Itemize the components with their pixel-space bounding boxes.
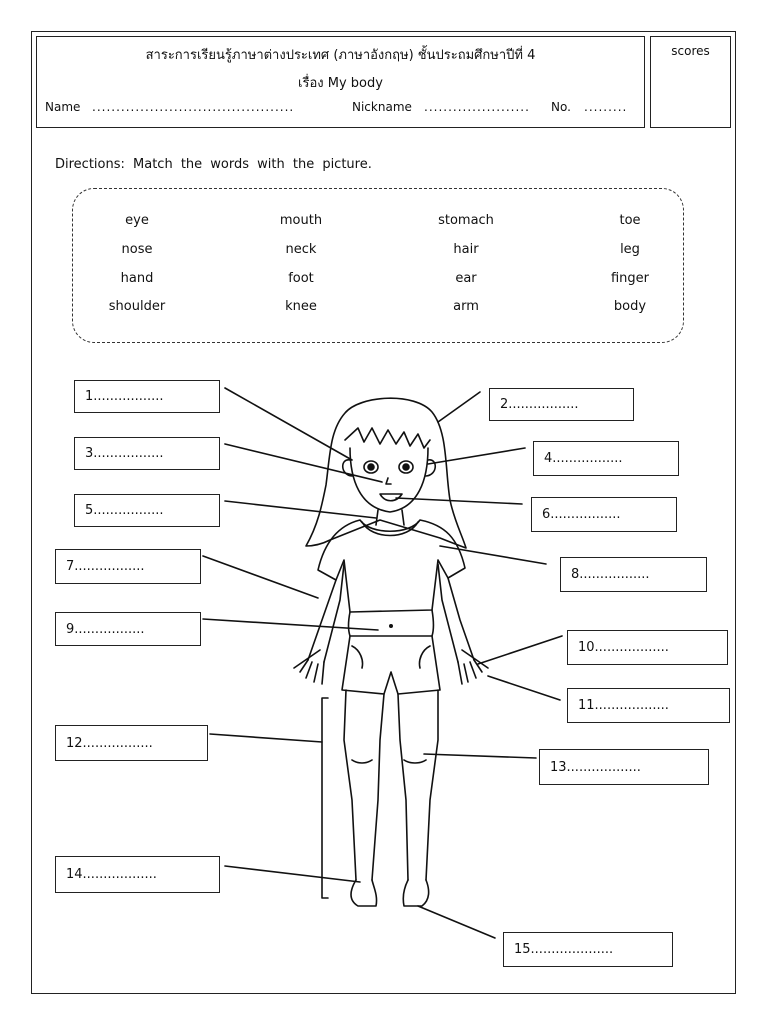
answer-box-13[interactable]: 13.................. <box>539 749 709 785</box>
answer-box-15[interactable]: 15.................... <box>503 932 673 967</box>
foot <box>403 880 428 906</box>
name-field[interactable]: .......................................... <box>92 100 295 114</box>
answer-box-9[interactable]: 9................. <box>55 612 201 646</box>
connector-line <box>488 676 560 700</box>
answer-box-14[interactable]: 14.................. <box>55 856 220 893</box>
connector-line <box>396 498 522 504</box>
nickname-label: Nickname <box>352 100 412 114</box>
answer-box-4[interactable]: 4................. <box>533 441 679 476</box>
nickname-field[interactable]: ...................... <box>424 100 530 114</box>
connector-line <box>203 556 318 598</box>
stomach <box>349 610 434 636</box>
belly-button <box>390 625 392 627</box>
answer-box-1[interactable]: 1................. <box>74 380 220 413</box>
word-bank-item: stomach <box>438 213 494 228</box>
connector-line <box>418 906 495 938</box>
word-bank-item: arm <box>453 299 479 314</box>
connector-line <box>210 734 322 742</box>
answer-box-8[interactable]: 8................. <box>560 557 707 592</box>
word-bank-item: body <box>613 299 647 314</box>
body-bracket <box>322 698 328 898</box>
connector-line <box>225 866 360 882</box>
arm <box>438 564 474 662</box>
scores-label: scores <box>671 44 710 58</box>
word-bank-item: finger <box>610 271 650 286</box>
connector-line <box>440 546 546 564</box>
shorts <box>342 636 440 694</box>
name-label: Name <box>45 100 81 114</box>
word-bank-item: eye <box>125 213 149 228</box>
connector-line <box>225 444 382 482</box>
connector-line <box>438 392 480 422</box>
connector-line <box>225 501 376 518</box>
connector-line <box>428 448 525 464</box>
word-bank-item: mouth <box>279 213 323 228</box>
arm <box>308 564 344 662</box>
answer-box-5[interactable]: 5................. <box>74 494 220 527</box>
face <box>350 448 428 512</box>
answer-box-2[interactable]: 2................. <box>489 388 634 421</box>
answer-box-3[interactable]: 3................. <box>74 437 220 470</box>
leg <box>398 690 438 880</box>
connector-line <box>478 636 562 664</box>
subject-title: สาระการเรียนรู้ภาษาต่างประเทศ (ภาษาอังกฤษ) ชั้นประถมศึกษาปีที่ 4 <box>145 48 536 63</box>
connector-line <box>203 619 378 630</box>
word-bank-item: shoulder <box>108 299 166 314</box>
hair <box>306 398 466 548</box>
word-bank-item: knee <box>285 299 317 314</box>
leg <box>344 690 384 880</box>
word-bank-item: toe <box>619 213 641 228</box>
answer-box-12[interactable]: 12................. <box>55 725 208 761</box>
word-bank-item: hand <box>120 271 154 286</box>
foot <box>351 880 377 906</box>
number-label: No. <box>551 100 571 114</box>
hair-bangs <box>345 428 430 448</box>
topic-title: เรื่อง My body <box>298 76 383 91</box>
answer-box-7[interactable]: 7................. <box>55 549 201 584</box>
word-bank-item: leg <box>620 242 640 257</box>
word-bank-item: foot <box>288 271 314 286</box>
word-bank-item: neck <box>285 242 317 257</box>
word-bank-item: hair <box>453 242 479 257</box>
answer-box-10[interactable]: 10.................. <box>567 630 728 665</box>
word-bank-item: nose <box>121 242 153 257</box>
word-bank-item: ear <box>455 271 477 286</box>
answer-box-11[interactable]: 11.................. <box>567 688 730 723</box>
answer-box-6[interactable]: 6................. <box>531 497 677 532</box>
connector-line <box>424 754 536 758</box>
number-field[interactable]: ......... <box>584 100 628 114</box>
directions-text: Directions: Match the words with the picture. <box>55 157 372 172</box>
nose <box>386 478 391 484</box>
